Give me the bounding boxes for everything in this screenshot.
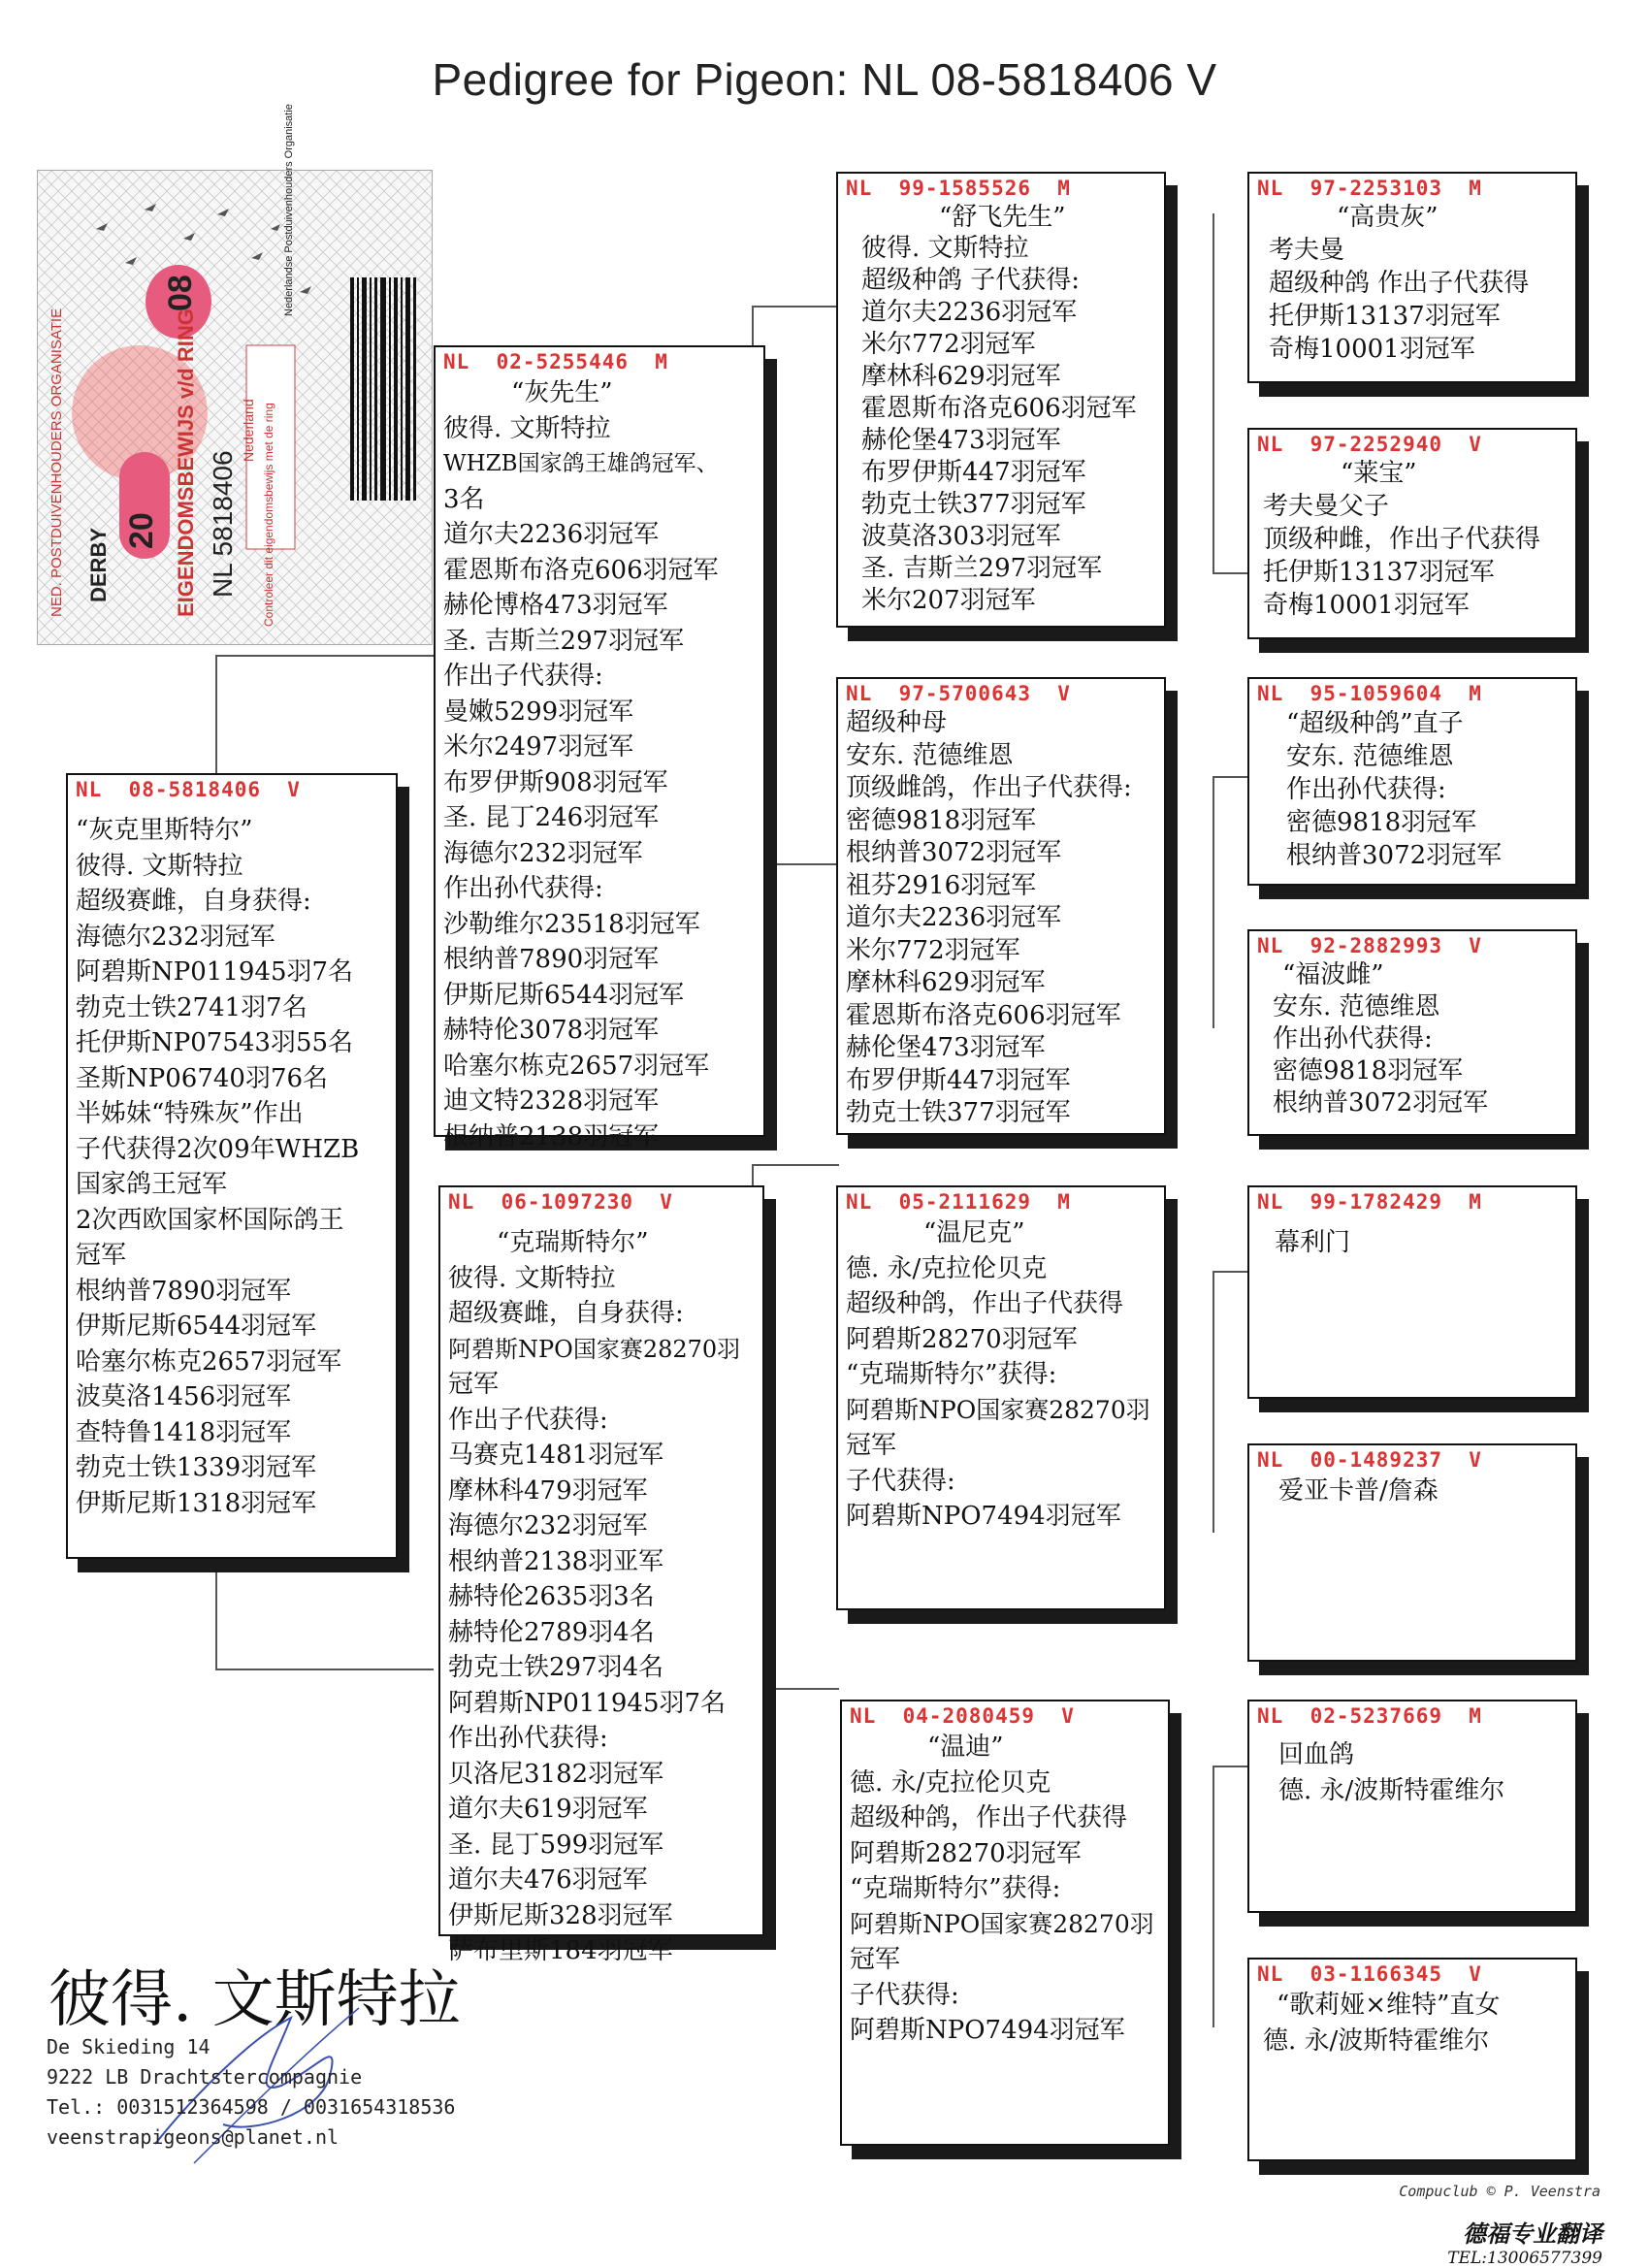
connector — [752, 1164, 839, 1166]
connector — [752, 1688, 839, 1690]
card-line: 奇梅10001羽冠军 — [1263, 591, 1470, 620]
pigeon-card-sds — [1247, 677, 1577, 886]
card-line: 赫特伦2635羽3名 — [448, 1582, 655, 1611]
card-line: 伊斯尼斯6544羽冠军 — [443, 980, 685, 1010]
card-line: 圣. 昆丁246羽冠军 — [443, 803, 660, 832]
card-line: 道尔夫619羽冠军 — [448, 1795, 648, 1824]
card-text — [838, 1214, 1164, 1535]
translator-credit — [1447, 2215, 1602, 2268]
card-line: 圣. 吉斯兰297羽冠军 — [861, 554, 1103, 583]
connector — [1212, 1271, 1251, 1273]
card-line: 根纳普7890羽冠军 — [443, 945, 660, 974]
card-line: 作出孙代获得: — [1273, 1024, 1433, 1053]
card-line: 阿碧斯NPO国家赛28270羽 — [448, 1335, 741, 1363]
connector — [1212, 1766, 1214, 2027]
card-line: 2次西欧国家杯国际鸽王 — [76, 1205, 344, 1235]
card-line: 爱亚卡普/詹森 — [1278, 1476, 1439, 1506]
card-line: 彼得. 文斯特拉 — [76, 851, 243, 881]
pigeon-card-dsd — [1247, 1443, 1577, 1662]
card-line: 勃克士铁377羽冠军 — [846, 1098, 1071, 1127]
card-line: 超级种鸽 作出子代获得 — [1269, 269, 1530, 298]
card-line: 道尔夫2236羽冠军 — [443, 520, 660, 549]
ring-number: NL 00-1489237 V — [1257, 1448, 1482, 1472]
card-line: 米尔2497羽冠军 — [443, 732, 634, 761]
card-text — [1249, 957, 1575, 1119]
address-line: 9222 LB Drachtstercompagnie — [47, 2065, 363, 2089]
card-text — [68, 801, 396, 1521]
card-line: 超级种鸽 子代获得: — [861, 266, 1081, 295]
pigeon-card-ddd — [1247, 1958, 1577, 2161]
ring-number: NL 06-1097230 V — [448, 1190, 673, 1214]
card-line: 祖芬2916羽冠军 — [846, 870, 1037, 900]
card-line: 安东. 范德维恩 — [846, 740, 1014, 770]
card-line: 德. 永/克拉伦贝克 — [846, 1253, 1048, 1283]
card-line: 根纳普2138羽亚军 — [448, 1546, 664, 1576]
connector — [1212, 776, 1214, 1028]
card-line: 超级赛雌，自身获得: — [76, 887, 311, 916]
card-line: 霍恩斯布洛克606羽冠军 — [846, 1000, 1121, 1030]
card-line: 根纳普3072羽冠军 — [1273, 1088, 1489, 1118]
card-line: 摩林科629羽冠军 — [846, 968, 1046, 997]
card-line: “灰克里斯特尔” — [76, 816, 253, 845]
card-line: 马赛克1481羽冠军 — [448, 1441, 664, 1470]
card-line: “温迪” — [927, 1733, 1004, 1762]
card-line: 伊斯尼斯1318羽冠军 — [76, 1488, 317, 1518]
card-line: 冠军 — [76, 1241, 127, 1270]
card-line: 米尔772羽冠军 — [861, 330, 1036, 359]
card-line: 作出子代获得: — [443, 662, 603, 691]
card-line: 顶级种雌，作出子代获得 — [1263, 525, 1541, 554]
card-line: 赫伦堡473羽冠军 — [861, 426, 1061, 455]
card-line: 阿碧斯28270羽冠军 — [850, 1838, 1082, 1868]
connector — [215, 655, 217, 781]
card-line: 赫伦堡473羽冠军 — [846, 1033, 1046, 1062]
card-line: “舒飞先生” — [939, 203, 1066, 232]
ring-number: NL 02-5237669 M — [1257, 1704, 1482, 1728]
card-line: 勃克士铁377羽冠军 — [861, 490, 1086, 519]
card-text — [842, 1728, 1168, 2049]
card-line: 半姊妹“特殊灰”作出 — [76, 1099, 304, 1128]
card-line: “温尼克” — [923, 1218, 1025, 1247]
card-line: 萨布里斯184羽冠军 — [448, 1936, 673, 1965]
card-line: 曼嫩5299羽冠军 — [443, 697, 634, 727]
ring-number: NL 08-5818406 V — [76, 778, 301, 801]
card-line: 圣. 昆丁599羽冠军 — [448, 1830, 664, 1860]
card-text — [440, 1214, 762, 1969]
card-line: 霍恩斯布洛克606羽冠军 — [861, 394, 1137, 423]
card-line: 赫伦博格473羽冠军 — [443, 591, 668, 620]
card-line: 超级种鸽，作出子代获得 — [850, 1803, 1128, 1832]
card-line: 根纳普2138羽冠军 — [443, 1121, 660, 1151]
connector — [1212, 1766, 1251, 1767]
card-line: “克瑞斯特尔” — [497, 1228, 649, 1257]
card-line: “莱宝” — [1341, 459, 1417, 488]
card-line: 阿碧斯NPO7494羽冠军 — [850, 2016, 1125, 2045]
card-line: 托伊斯13137羽冠军 — [1269, 302, 1501, 331]
ring-certificate-graphic — [38, 104, 432, 644]
card-line: 摩林科479羽冠军 — [448, 1475, 648, 1506]
card-line: 阿碧斯NPO国家赛28270羽 — [846, 1395, 1150, 1424]
ring-number: NL 04-2080459 V — [850, 1704, 1075, 1728]
card-line: 阿碧斯NPO7494羽冠军 — [846, 1502, 1121, 1531]
card-line: 3名 — [443, 484, 485, 514]
npo-text: Nederlandse Postduivenhouders Organisatie — [283, 104, 295, 316]
connector — [1212, 572, 1251, 574]
card-line: 根纳普7890羽冠军 — [76, 1276, 292, 1306]
card-line: 幕利门 — [1275, 1228, 1351, 1257]
card-line: 作出孙代获得: — [1286, 775, 1446, 804]
pigeon-card-ds — [836, 1185, 1166, 1610]
connector — [1212, 213, 1214, 572]
card-line: 密德9818羽冠军 — [1286, 808, 1477, 837]
ring-number: NL 97-5700643 V — [846, 682, 1071, 705]
breeder-address — [47, 2032, 455, 2153]
card-line: 圣. 吉斯兰297羽冠军 — [443, 626, 685, 656]
pigeon-card-subject — [66, 773, 398, 1559]
card-line: 超级种母 — [846, 708, 948, 737]
card-line: “灰先生” — [511, 378, 613, 407]
card-line: 海德尔232羽冠军 — [443, 838, 643, 868]
card-line: 安东. 范德维恩 — [1286, 742, 1454, 771]
connector — [1212, 1271, 1214, 1533]
card-line: 彼得. 文斯特拉 — [861, 234, 1029, 263]
card-line: 赫特伦2789羽4名 — [448, 1617, 655, 1647]
email-link[interactable]: veenstrapigeons@planet.nl — [47, 2125, 340, 2149]
card-line: 布罗伊斯447羽冠军 — [861, 458, 1086, 487]
card-line: 阿碧斯NPO国家赛28270羽 — [850, 1909, 1154, 1938]
card-line: 海德尔232羽冠军 — [448, 1511, 648, 1540]
card-line: 波莫洛303羽冠军 — [861, 522, 1061, 551]
card-line: 摩林科629羽冠军 — [861, 362, 1061, 391]
pigeon-card-dss — [1247, 1185, 1577, 1399]
ring-number: NL 02-5255446 M — [443, 350, 668, 373]
ring-number: NL 99-1585526 M — [846, 177, 1071, 200]
card-text — [1249, 1214, 1575, 1261]
ring-number: NL 99-1782429 M — [1257, 1190, 1482, 1214]
card-line: 道尔夫2236羽冠军 — [861, 298, 1078, 327]
card-text — [1249, 456, 1575, 622]
connector — [215, 1669, 434, 1670]
card-line: 根纳普3072羽冠军 — [846, 838, 1062, 867]
card-text — [1249, 1728, 1575, 1808]
card-line: “超级种鸽”直子 — [1286, 709, 1464, 738]
card-text — [1249, 1472, 1575, 1509]
ring-number-text: NL 5818406 — [208, 450, 238, 598]
pigeon-card-dds — [1247, 1700, 1577, 1913]
card-line: “克瑞斯特尔”获得: — [850, 1874, 1061, 1903]
card-line: 子代获得2次09年WHZB — [76, 1134, 360, 1164]
card-line: 回血鸽 — [1278, 1740, 1355, 1769]
card-line: 根纳普3072羽冠军 — [1286, 841, 1503, 870]
country-text: Nederland — [241, 399, 256, 462]
translator-name: 德福专业翻译 — [1463, 2219, 1602, 2248]
ring-word-text: EIGENDOMSBEWIJS v/d RING — [174, 308, 198, 617]
card-line: 圣斯NP06740羽76名 — [76, 1063, 329, 1093]
card-line: 冠军 — [846, 1431, 897, 1460]
card-line: 勃克士铁2741羽7名 — [76, 992, 307, 1022]
card-line: 阿碧斯28270羽冠军 — [846, 1324, 1078, 1354]
card-line: 作出孙代获得: — [443, 874, 603, 903]
ring-number: NL 97-2252940 V — [1257, 433, 1482, 456]
card-line: 波莫洛1456羽冠军 — [76, 1382, 292, 1411]
pigeon-card-sire — [434, 345, 765, 1151]
card-line: 伊斯尼斯6544羽冠军 — [76, 1312, 317, 1341]
card-line: 霍恩斯布洛克606羽冠军 — [443, 555, 719, 585]
card-line: 沙勒维尔23518羽冠军 — [443, 909, 700, 939]
card-text — [436, 373, 763, 1154]
derby-text: DERBY — [86, 527, 111, 602]
card-line: 冠军 — [448, 1370, 500, 1399]
card-line: 贝洛尼3182羽冠军 — [448, 1759, 664, 1789]
card-line: 密德9818羽冠军 — [846, 805, 1037, 835]
card-line: 托伊斯NP07543羽55名 — [76, 1028, 354, 1057]
card-line: 作出子代获得: — [448, 1405, 608, 1435]
card-text — [1249, 1986, 1575, 2058]
connector — [752, 306, 839, 308]
card-line: “高贵灰” — [1337, 203, 1439, 232]
card-line: 米尔772羽冠军 — [846, 935, 1020, 965]
card-line: “歌莉娅×维特”直女 — [1277, 1991, 1501, 2020]
card-line: WHZB国家鸽王雄鸽冠军、 — [443, 451, 719, 476]
pigeon-card-sdd — [1247, 929, 1577, 1136]
translator-tel: TEL:13006577399 — [1447, 2249, 1602, 2268]
ring-certificate — [37, 104, 433, 645]
card-text — [838, 200, 1164, 617]
card-line: 米尔207羽冠军 — [861, 586, 1036, 615]
card-line: 查特鲁1418羽冠军 — [76, 1417, 292, 1447]
card-line: 德. 永/波斯特霍维尔 — [1278, 1775, 1505, 1805]
card-line: 道尔夫476羽冠军 — [448, 1865, 648, 1895]
card-line: 国家鸽王冠军 — [76, 1170, 228, 1199]
card-line: 伊斯尼斯328羽冠军 — [448, 1900, 673, 1930]
pigeon-card-sss — [1247, 172, 1577, 383]
pigeon-card-ss — [836, 172, 1166, 628]
year-prefix-text: 20 — [123, 512, 160, 549]
card-line: 考夫曼父子 — [1263, 492, 1390, 521]
card-line: 密德9818羽冠军 — [1273, 1056, 1464, 1085]
card-line: 道尔夫2236羽冠军 — [846, 903, 1062, 932]
card-text — [838, 705, 1164, 1130]
year-text: 08 — [162, 275, 199, 311]
card-line: 布罗伊斯908羽冠军 — [443, 767, 668, 797]
card-line: 顶级雌鸽，作出子代获得: — [846, 773, 1132, 802]
card-line: 赫特伦3078羽冠军 — [443, 1016, 660, 1045]
card-line: 安东. 范德维恩 — [1273, 992, 1440, 1021]
card-line: 阿碧斯NP011945羽7名 — [448, 1688, 727, 1718]
card-text — [1249, 705, 1575, 872]
card-line: 子代获得: — [850, 1980, 959, 2010]
card-line: 迪文特2328羽冠军 — [443, 1086, 660, 1116]
card-line: 超级赛雌，自身获得: — [448, 1299, 684, 1328]
card-line: “克瑞斯特尔”获得: — [846, 1360, 1057, 1389]
pigeon-card-ssd — [1247, 428, 1577, 639]
card-line: 彼得. 文斯特拉 — [443, 413, 611, 443]
card-line: 阿碧斯NP011945羽7名 — [76, 957, 354, 987]
card-line: 布罗伊斯447羽冠军 — [846, 1065, 1071, 1095]
pigeon-card-dd — [840, 1700, 1170, 2146]
pigeon-card-dam — [438, 1185, 764, 1965]
check-text: Controleer dit eigendomsbewijs met de ring — [262, 403, 275, 627]
ring-number: NL 97-2253103 M — [1257, 177, 1482, 200]
card-line: 考夫曼 — [1269, 236, 1345, 265]
connector — [215, 655, 434, 657]
address-line: De Skieding 14 — [47, 2035, 210, 2058]
card-line: 哈塞尔栋克2657羽冠军 — [76, 1346, 342, 1377]
software-credit: Compuclub © P. Veenstra — [1399, 2183, 1600, 2200]
connector — [1212, 776, 1251, 778]
phone-text: Tel.: 0031512364598 / 0031654318536 — [47, 2095, 456, 2119]
card-line: “福波雌” — [1282, 960, 1384, 989]
org-text: NED. POSTDUIVENHOUDERS ORGANISATIE — [48, 308, 65, 617]
ring-number: NL 95-1059604 M — [1257, 682, 1482, 705]
card-line: 作出孙代获得: — [448, 1724, 608, 1753]
ring-number: NL 92-2882993 V — [1257, 934, 1482, 957]
card-line: 海德尔232羽冠军 — [76, 922, 275, 952]
breeder-name: 彼得. 文斯特拉 — [48, 1964, 461, 2036]
card-line: 德. 永/波斯特霍维尔 — [1263, 2025, 1490, 2056]
pigeon-card-sd — [836, 677, 1166, 1135]
card-line: 超级种鸽，作出子代获得 — [846, 1289, 1124, 1318]
ring-number: NL 05-2111629 M — [846, 1190, 1071, 1214]
card-line: 托伊斯13137羽冠军 — [1263, 558, 1495, 587]
card-line: 奇梅10001羽冠军 — [1269, 335, 1475, 364]
card-line: 哈塞尔栋克2657羽冠军 — [443, 1051, 710, 1081]
card-text — [1249, 200, 1575, 366]
page-title: Pedigree for Pigeon: NL 08-5818406 V — [432, 54, 1217, 105]
card-line: 勃克士铁297羽4名 — [448, 1653, 664, 1682]
card-line: 彼得. 文斯特拉 — [448, 1263, 616, 1293]
card-line: 冠军 — [850, 1945, 901, 1974]
card-line: 子代获得: — [846, 1466, 955, 1496]
ring-number: NL 03-1166345 V — [1257, 1962, 1482, 1986]
card-line: 德. 永/克拉伦贝克 — [850, 1767, 1051, 1798]
card-line: 勃克士铁1339羽冠军 — [76, 1453, 317, 1482]
